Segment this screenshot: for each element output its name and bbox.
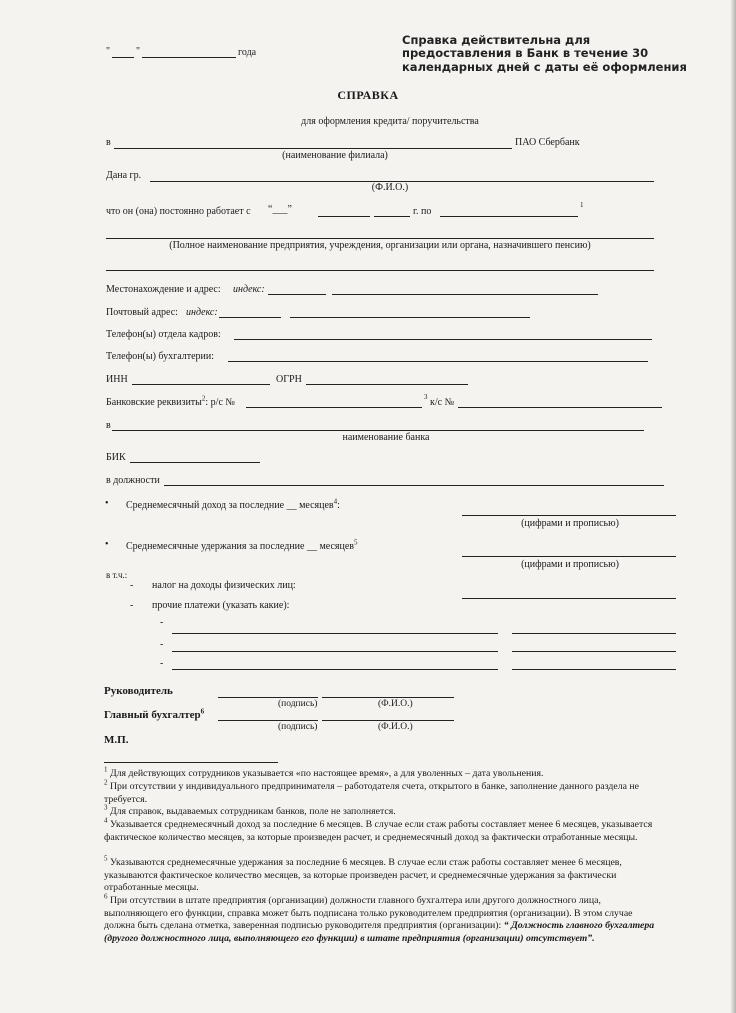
director-fio-caption: (Ф.И.О.) [378,699,413,709]
settlement-account-label: : р/с № [205,397,235,408]
postal-label: Почтовый адрес: [106,307,178,318]
ogrn-field[interactable] [306,384,468,385]
bank-details-label [106,394,235,409]
fio-caption: (Ф.И.О.) [371,182,409,193]
bank-name-label: ПАО Сбербанк [515,137,580,148]
footnote-6-number: 6 [104,892,108,901]
footnote-1-text: Для действующих сотрудников указывается «по настоящее время», а для уволенных – дата увольнения. [109,768,544,779]
deductions-field[interactable] [462,556,676,557]
stamp-place-label: М.П. [104,734,129,746]
employment-year-field[interactable] [374,216,410,217]
location-index-field[interactable] [268,294,326,295]
other-row-1-dash: - [160,617,164,628]
location-label: Местонахождение и адрес: [106,284,221,295]
issued-to-label: Дана гр. [106,170,142,181]
footnote-ref-4: 4 [333,497,338,506]
income-label-text: Среднемесячный доход за последние __ месяцев [126,500,334,511]
hr-phone-label: Телефон(ы) отдела кадров: [106,329,221,340]
organization-field-2[interactable] [106,270,654,271]
income-caption: (цифрами и прописью) [521,518,619,529]
footnote-2 [104,778,664,806]
deductions-label [126,538,358,553]
employment-until-field[interactable] [440,216,578,217]
position-field[interactable] [164,485,664,486]
employment-since-label: что он (она) постоянно работает с [106,206,251,217]
bik-field[interactable] [130,462,260,463]
footnote-3 [104,803,664,819]
income-bullet: • [105,498,109,509]
chief-accountant-label-text: Главный бухгалтер [104,709,201,721]
other-row-2-amount[interactable] [512,651,676,652]
other-row-2-dash: - [160,639,164,650]
chief-accountant-signature-caption: (подпись) [278,722,318,732]
footnote-separator [104,762,278,763]
other-row-3-name[interactable] [172,669,498,670]
tax-dash: - [130,580,134,591]
footnote-1-number: 1 [104,765,108,774]
footnote-5-number: 5 [104,854,108,863]
location-address-field[interactable] [332,294,598,295]
employment-day[interactable]: “___” [268,204,292,215]
footnote-ref-2: 2 [201,394,206,403]
bank-name-field[interactable] [112,430,644,431]
director-label: Руководитель [104,685,173,697]
including-label: в т.ч.: [106,570,128,580]
hr-phone-field[interactable] [234,339,652,340]
income-tax-field[interactable] [462,598,676,599]
document-subtitle: для оформления кредита/ поручительства [301,116,479,127]
footnote-3-text: Для справок, выдаваемых сотрудникам банков, поле не заполняется. [109,806,396,817]
other-row-3-amount[interactable] [512,669,676,670]
ogrn-label: ОГРН [276,374,302,385]
branch-prefix: в [106,137,111,148]
footnote-4-number: 4 [104,816,108,825]
employment-until-label: г. по [413,206,432,217]
income-colon: : [337,500,340,511]
organization-caption: (Полное наименование предприятия, учреждения, организации или органа, назначившего пенсию) [169,240,591,251]
inn-label: ИНН [106,374,128,385]
correspondent-account-label: к/с № [430,397,455,408]
deductions-label-text: Среднемесячные удержания за последние __ месяцев [126,541,355,552]
footnote-ref-6: 6 [200,707,205,716]
director-signature-caption: (подпись) [278,699,318,709]
bank-name-caption: наименование банка [342,432,430,443]
validity-note: Справка действительна для предоставления в Банк в течение 30 календарных дней с даты её оформления [402,33,687,74]
director-fio-field[interactable] [322,697,454,698]
chief-accountant-signature-field[interactable] [218,720,318,721]
bank-prefix: в [106,420,111,431]
other-row-2-name[interactable] [172,651,498,652]
branch-caption: (наименование филиала) [282,150,388,161]
organization-field[interactable] [106,238,654,239]
income-tax-label: налог на доходы физических лиц: [152,580,296,591]
other-dash: - [130,600,134,611]
footnote-1 [104,765,664,781]
footnote-5-text: Указываются среднемесячные удержания за последние 6 месяцев. В случае если стаж работы составляет менее 6 месяцев, указываются фактическое количество месяцев, за которые произведен расчет, и среднемесячные удержания за фактически отработанные месяцы. [104,857,622,894]
scan-edge-shadow [730,0,736,1013]
footnote-6-text: При отсутствии в штате предприятия (организации) должности главного бухгалтера или другого должностного лица, выполняющего его функции, справка может быть подписана только руководителем предприятия (организации). В этом случае должна быть сделана отметка, заверенная подписью руководителя предприятия (организации): [104,895,633,932]
footnote-ref-1: 1 [580,201,584,209]
document-title: СПРАВКА [337,88,399,102]
chief-accountant-fio-field[interactable] [322,720,454,721]
correspondent-account-field[interactable] [458,407,662,408]
employment-month-field[interactable] [318,216,370,217]
deductions-caption: (цифрами и прописью) [521,559,619,570]
postal-index-label: индекс: [186,307,218,318]
footnote-4 [104,816,664,844]
position-label: в должности [106,475,160,486]
footnote-6-italic-text: “ Должность главного бухгалтера (другого должностного лица, выполняющего его функции) в штате предприятия (организации) отсутствует”. [104,920,655,944]
income-field[interactable] [462,515,676,516]
accounting-phone-label: Телефон(ы) бухгалтерии: [106,351,215,362]
footnote-ref-5: 5 [354,538,358,547]
date-quote-close: " [136,46,141,57]
footnote-5 [104,854,664,895]
footnote-2-number: 2 [104,778,108,787]
date-quote-open: " [106,46,111,57]
inn-field[interactable] [132,384,270,385]
other-payments-label: прочие платежи (указать какие): [152,600,290,611]
bank-details-label-text: Банковские реквизиты [106,397,202,408]
bik-label: БИК [106,452,126,463]
settlement-account-field[interactable] [246,407,422,408]
location-index-label: индекс: [233,284,265,295]
other-row-1-name[interactable] [172,633,498,634]
accounting-phone-field[interactable] [228,361,648,362]
footnote-3-number: 3 [104,803,108,812]
postal-index-field[interactable] [219,317,281,318]
chief-accountant-fio-caption: (Ф.И.О.) [378,722,413,732]
chief-accountant-label [104,709,204,722]
footnote-ref-3: 3 [424,393,428,401]
income-label [126,497,340,512]
other-row-3-dash: - [160,658,164,669]
postal-address-field[interactable] [290,317,530,318]
deductions-bullet: • [105,539,109,550]
date-day-line[interactable] [112,57,134,58]
footnote-4-text: Указывается среднемесячный доход за последние 6 месяцев. В случае если стаж работы составляет менее 6 месяцев, указывается фактическое количество месяцев, за которые произведен расчет, и среднемесячный доход за фактически отработанные месяцы. [104,819,653,843]
branch-name-field[interactable] [114,148,512,149]
other-row-1-amount[interactable] [512,633,676,634]
director-signature-field[interactable] [218,697,318,698]
date-year-word: года [238,47,257,58]
footnote-6 [104,892,664,945]
date-month-line[interactable] [142,57,236,58]
footnote-2-text: При отсутствии у индивидуального предпринимателя – работодателя счета, открытого в банке, заполнение данного раздела не требуется. [104,781,640,805]
